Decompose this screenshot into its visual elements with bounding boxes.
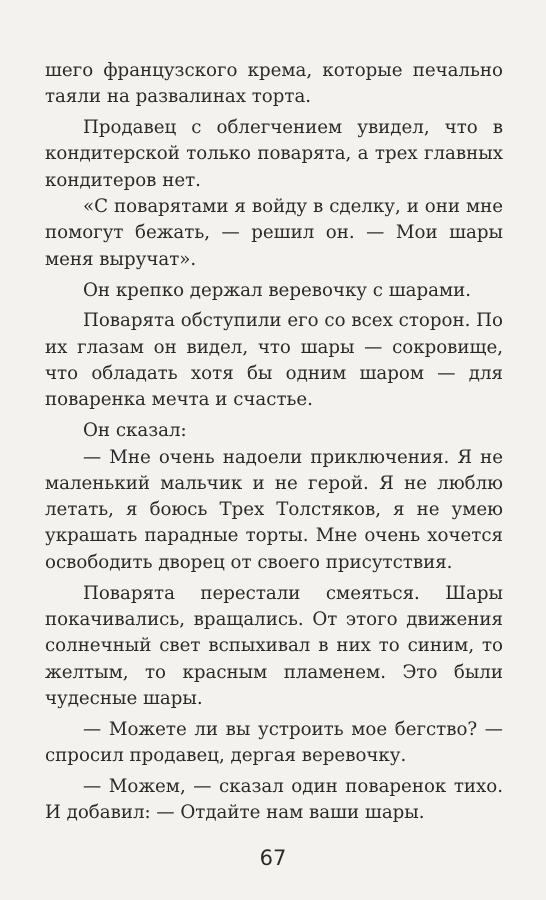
page-text (45, 58, 503, 826)
paragraph: Поварята обступили его со всех сторон. По их глазам он видел, что шары — сокровище, что обладать хотя бы одним шаром — для поваренка мечта и счастье. (45, 310, 503, 411)
paragraph: Поварята перестали смеяться. Шары покачивались, вращались. От этого движения солнечный свет вспыхивал в них то синим, то желтым, то красным пламенем. Это были чудесные шары. (45, 582, 503, 709)
page-number: 67 (259, 846, 287, 870)
paragraph: — Мне очень надоели приключения. Я не маленький мальчик и не герой. Я не люблю летать, я боюсь Трех Толстяков, я не умею украшать парадные торты. Мне очень хочется освободить дворец от своего присутствия. (45, 446, 503, 573)
paragraph: — Можете ли вы устроить мое бегство? — спросил продавец, дергая веревочку. (45, 718, 503, 766)
paragraph: «С поварятами я войду в сделку, и они мне помогут бежать, — решил он. — Мои шары меня выручат». (45, 196, 503, 270)
paragraph: Продавец с облегчением увидел, что в кондитерской только поварята, а трех главных кондитеров нет. (45, 117, 503, 191)
paragraph: — Можем, — сказал один поваренок тихо. И добавил: — Отдайте нам ваши шары. (45, 775, 503, 824)
paragraph: шего французского крема, которые печально таяли на развалинах торта. (45, 60, 503, 108)
paragraph: Он крепко держал веревочку с шарами. (83, 279, 472, 301)
paragraph: Он сказал: (83, 420, 187, 442)
